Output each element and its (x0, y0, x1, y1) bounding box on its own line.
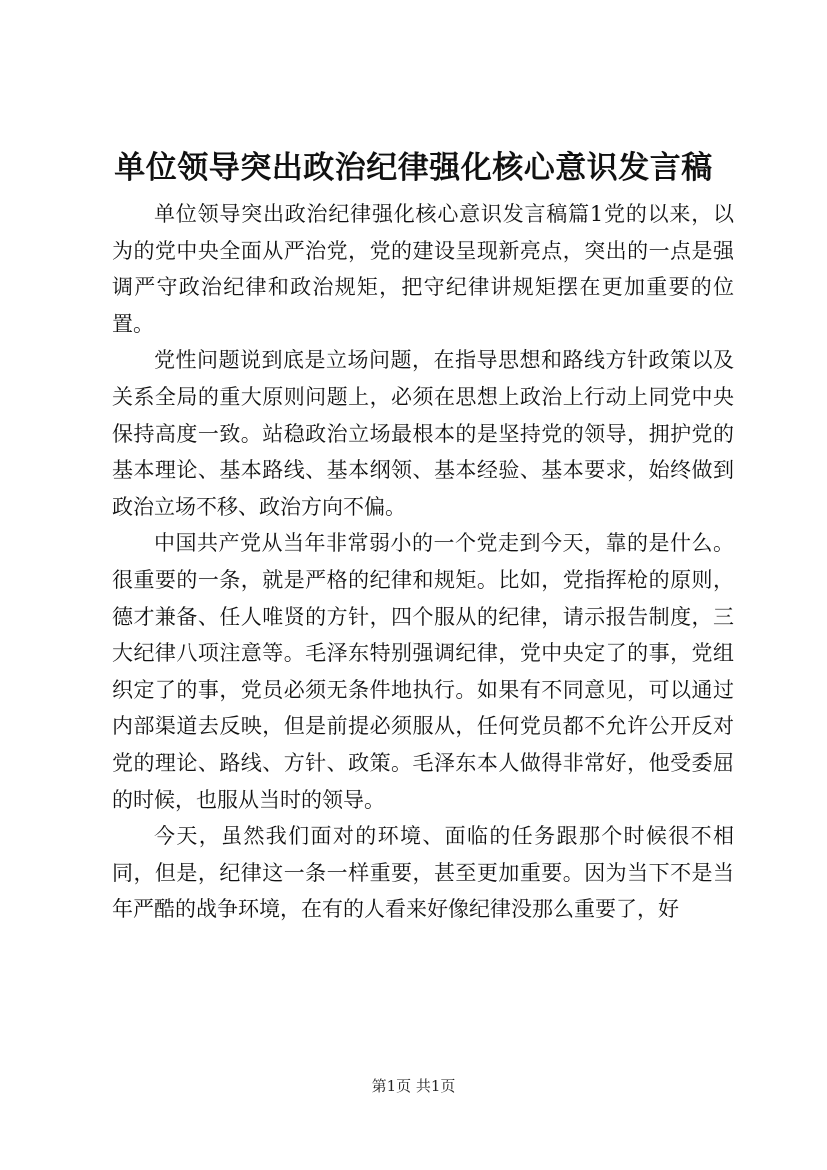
paragraph-3: 中国共产党从当年非常弱小的一个党走到今天，靠的是什么。很重要的一条，就是严格的纪律和规矩。比如，党指挥枪的原则，德才兼备、任人唯贤的方针，四个服从的纪律，请示报告制度，三大纪律八项注意等。毛泽东特别强调纪律，党中央定了的事，党组织定了的事，党员必须无条件地执行。如果有不同意见，可以通过内部渠道去反映，但是前提必须服从，任何党员都不允许公开反对党的理论、路线、方针、政策。毛泽东本人做得非常好，他受委屈的时候，也服从当时的领导。 (112, 531, 734, 812)
paragraph-1: 单位领导突出政治纪律强化核心意识发言稿篇1党的以来，以为的党中央全面从严治党，党的建设呈现新亮点，突出的一点是强调严守政治纪律和政治规矩，把守纪律讲规矩摆在更加重要的位置。 (112, 202, 734, 336)
paragraph-2: 党性问题说到底是立场问题，在指导思想和路线方针政策以及关系全局的重大原则问题上，必须在思想上政治上行动上同党中央保持高度一致。站稳政治立场最根本的是坚持党的领导，拥护党的基本理论、基本路线、基本纲领、基本经验、基本要求，始终做到政治立场不移、政治方向不偏。 (112, 348, 734, 519)
document-body (112, 196, 734, 928)
document-title: 单位领导突出政治纪律强化核心意识发言稿 (114, 150, 713, 186)
paragraph-4: 今天，虽然我们面对的环境、面临的任务跟那个时候很不相同，但是，纪律这一条一样重要，甚至更加重要。因为当下不是当年严酷的战争环境，在有的人看来好像纪律没那么重要了，好 (112, 824, 734, 922)
page-footer: 第1页 共1页 (371, 1077, 456, 1095)
